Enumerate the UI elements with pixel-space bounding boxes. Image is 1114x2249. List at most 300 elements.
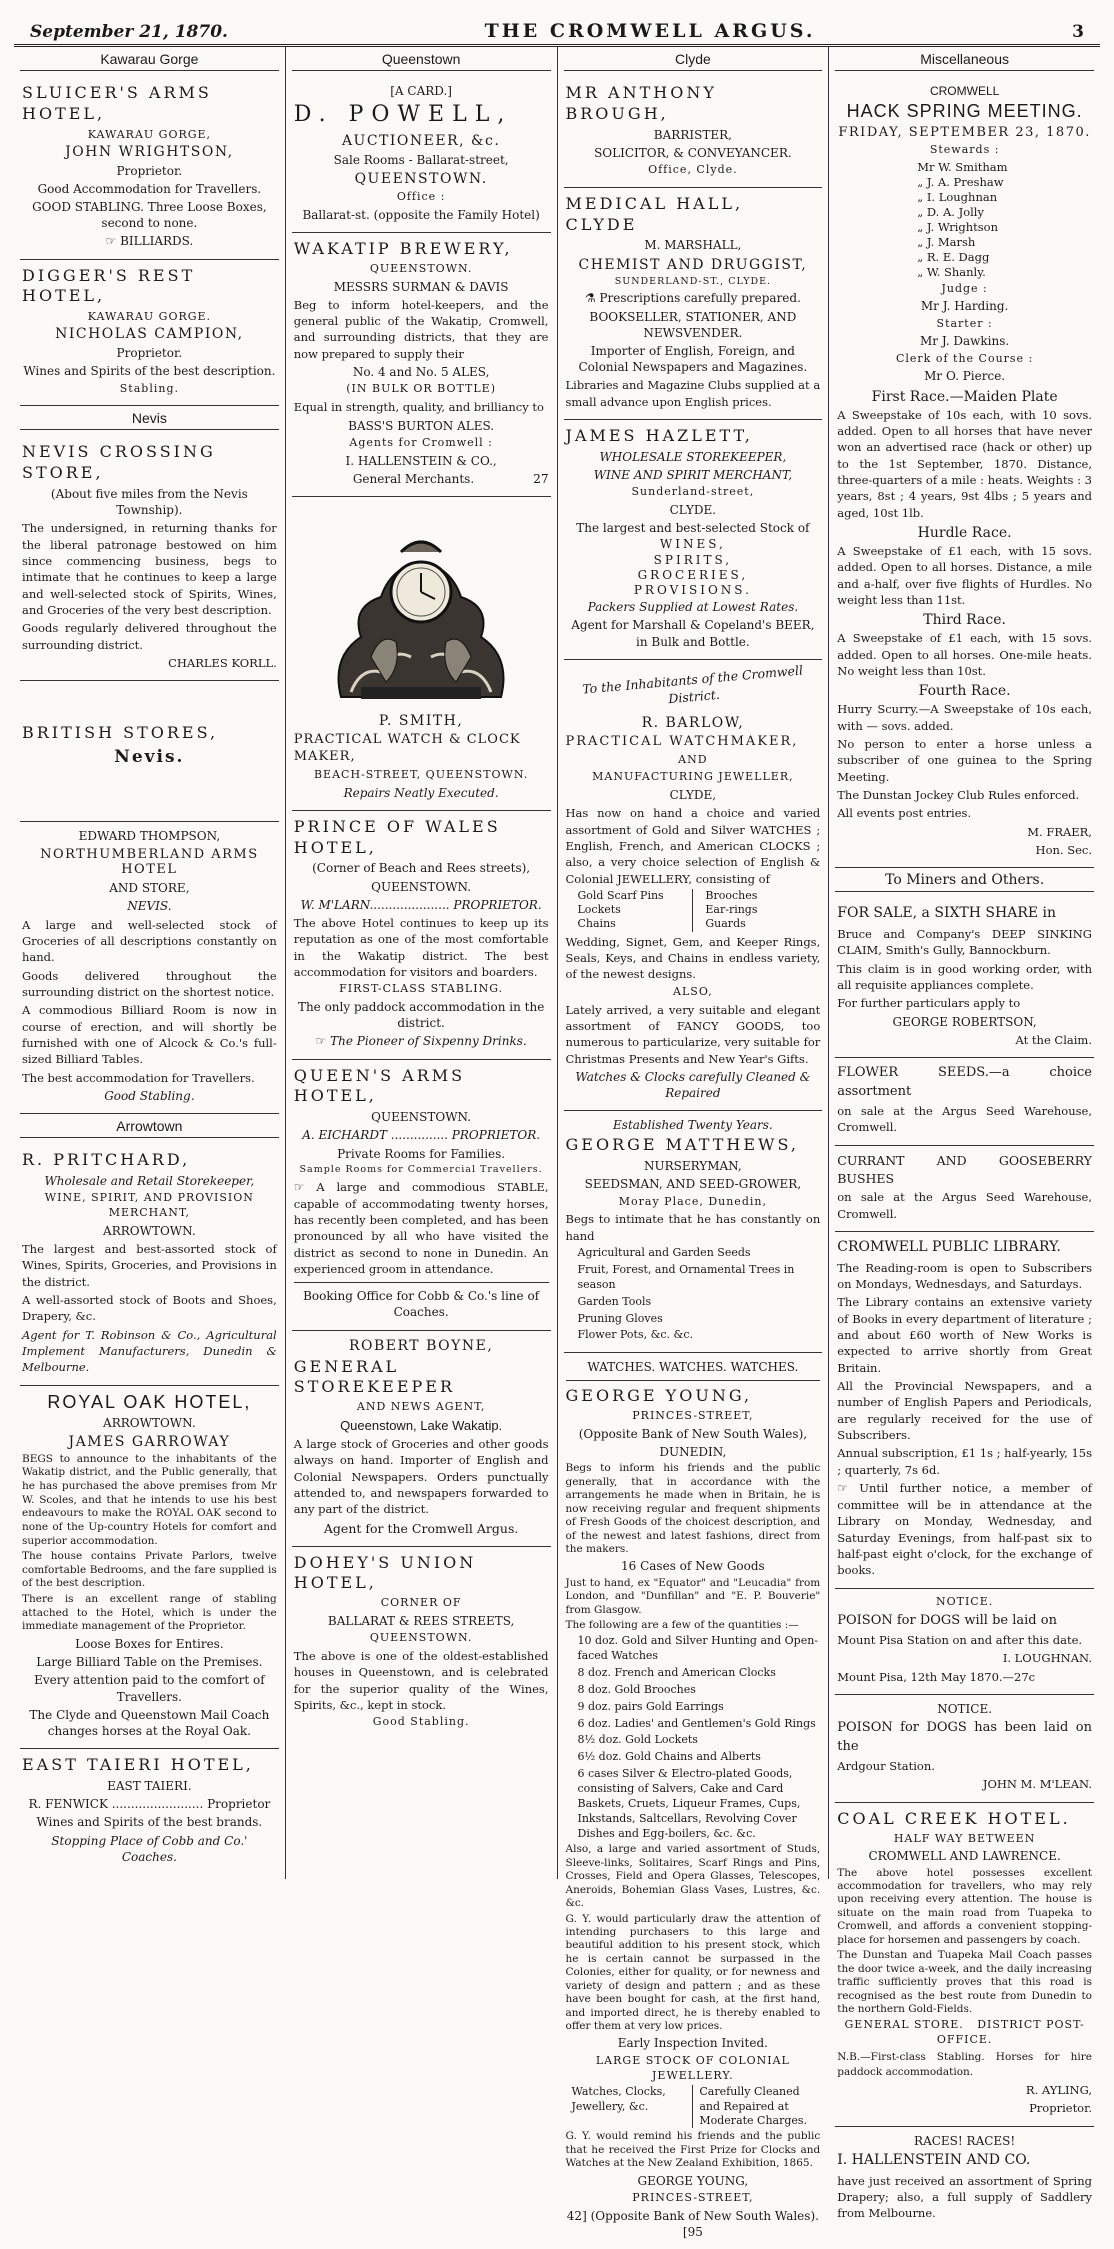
ad-headline: DIGGER'S REST HOTEL, bbox=[22, 265, 196, 306]
ad-line: Office, Clyde. bbox=[648, 162, 738, 176]
ad-body: Also, a large and varied assortment of Studs, Sleeve-links, Solitaires, Scarf Rings and Pins, Crosses, Field and Opera Glasses, Telescopes, Aneroids, Bohemian Glass Vases, Lustres, &c. &c. bbox=[565, 1843, 821, 1910]
ad-line: Wines and Spirits of the best description. bbox=[23, 364, 276, 379]
ad-line: ROBERT BOYNE, bbox=[348, 1337, 494, 1354]
repair-notice bbox=[566, 2085, 821, 2128]
pointing-hand-icon: ☞ bbox=[293, 1179, 305, 1194]
ad-anthony-brough bbox=[564, 77, 823, 188]
ad-body: Until further notice, a member of committee will be in attendance at the Library on Monday, Wednesday, and Saturday Evenings, from half-past six to half-past eight o'clock, for the exchange of books. bbox=[837, 1481, 1092, 1578]
stewards-list bbox=[837, 160, 1092, 280]
ad-line: 42] (Opposite Bank of New South Wales). [95 bbox=[566, 2208, 819, 2239]
ad-hack-spring-meeting bbox=[835, 77, 1094, 868]
ad-line: BOOKSELLER, STATIONER, AND NEWSVENDER. bbox=[589, 309, 797, 340]
pointing-hand-icon: ☞ bbox=[105, 234, 117, 249]
ad-line: Every attention paid to the comfort of Travellers. bbox=[34, 1673, 265, 1704]
section-heading: Arrowtown bbox=[20, 1114, 279, 1138]
ad-line: Moray Place, Dunedin, bbox=[618, 1194, 767, 1208]
ad-line: NEVIS. bbox=[127, 899, 172, 914]
ad-line: CHEMIST AND DRUGGIST, bbox=[578, 256, 808, 273]
ad-line: KAWARAU GORGE, bbox=[87, 127, 212, 141]
ad-line: (Corner of Beach and Rees streets), bbox=[312, 861, 531, 876]
ad-line: FRIDAY, SEPTEMBER 23, 1870. bbox=[838, 125, 1091, 141]
ad-body: There is an excellent range of stabling attached to the Hotel, which is under the immediate management of the Proprietor. bbox=[22, 1593, 277, 1633]
ad-signature: R. AYLING, bbox=[1025, 2082, 1092, 2097]
ad-body: Mount Pisa Station on and after this date. bbox=[837, 1633, 1083, 1648]
ad-notice-mount-pisa bbox=[835, 1589, 1094, 1695]
ad-line: At the Claim. bbox=[1015, 1032, 1092, 1047]
ad-line: MANUFACTURING JEWELLER, bbox=[592, 770, 794, 784]
ad-body: on sale at the Argus Seed Warehouse, Cromwell. bbox=[837, 1190, 1092, 1221]
list-item: 8 doz. Gold Brooches bbox=[577, 1682, 696, 1696]
ad-line: Repairs Neatly Executed. bbox=[343, 785, 499, 800]
ad-line: Stabling. bbox=[119, 381, 179, 395]
ad-line: CROMWELL AND LAWRENCE. bbox=[868, 1849, 1061, 1864]
list-item: 6½ doz. Gold Chains and Alberts bbox=[577, 1750, 761, 1764]
ad-line: CLYDE. bbox=[669, 503, 717, 518]
ad-body: Wedding, Signet, Gem, and Keeper Rings, Seals, Keys, and Chains in endless variety, of the newest designs. bbox=[565, 934, 821, 982]
ad-nevis-crossing bbox=[20, 436, 279, 681]
ad-headline: WAKATIP BREWERY, bbox=[293, 239, 513, 258]
ad-line: The only paddock accommodation in the district. bbox=[297, 1000, 545, 1031]
ad-headline: NEVIS CROSSING STORE, bbox=[22, 442, 216, 483]
ad-body: Annual subscription, £1 1s ; half-yearly, 15s ; quarterly, 7s 6d. bbox=[837, 1446, 1092, 1477]
ad-line: General Merchants. bbox=[352, 471, 475, 486]
ad-headline: DOHEY'S UNION HOTEL, bbox=[293, 1552, 477, 1593]
ad-body: All events post entries. bbox=[837, 806, 972, 821]
ad-line: Mr O. Pierce. bbox=[924, 369, 1006, 384]
ad-line: Packers Supplied at Lowest Rates. bbox=[587, 600, 799, 615]
ad-body: The above is one of the oldest-established houses in Queenstown, and is celebrated for the superior quality of the Wines, Spirits, &c., kept in stock. bbox=[293, 1649, 549, 1713]
ad-line: JOHN WRIGHTSON, bbox=[65, 143, 234, 160]
section-heading: Queenstown bbox=[292, 47, 551, 71]
list-item: Lockets bbox=[577, 903, 621, 917]
ad-line: Established Twenty Years. bbox=[613, 1118, 773, 1133]
section-heading: Nevis bbox=[20, 406, 279, 430]
ad-line: [A CARD.] bbox=[390, 84, 452, 98]
ad-hallenstein bbox=[835, 2127, 1094, 2231]
ad-line: SPIRITS, bbox=[653, 552, 733, 567]
ad-line: A. EICHARDT ............... PROPRIETOR. bbox=[302, 1128, 541, 1143]
ad-line: NURSERYMAN, bbox=[644, 1159, 742, 1174]
masthead bbox=[14, 14, 1100, 47]
ad-body: The largest and best-assorted stock of Wines, Spirits, Groceries, and Provisions in the district. bbox=[22, 1241, 277, 1289]
ad-line: Large Billiard Table on the Premises. bbox=[36, 1655, 263, 1670]
ad-line: HALF WAY BETWEEN bbox=[893, 1831, 1036, 1845]
ad-headline: GEORGE YOUNG, bbox=[565, 1386, 753, 1406]
ad-line: KAWARAU GORGE. bbox=[87, 310, 212, 324]
ad-robert-boyne bbox=[292, 1331, 551, 1547]
ad-ref-number: 27 bbox=[533, 471, 549, 486]
ad-body: Goods regularly delivered throughout the surrounding district. bbox=[22, 621, 277, 652]
ad-headline: CROMWELL PUBLIC LIBRARY. bbox=[837, 1238, 1061, 1255]
ad-body: The following are a few of the quantities :— bbox=[565, 1618, 799, 1631]
ad-body: This claim is in good working order, with all requisite appliances complete. bbox=[837, 961, 1092, 993]
divider bbox=[566, 1380, 821, 1381]
list-item: Brooches bbox=[705, 888, 758, 902]
ad-line: Sale Rooms - Ballarat-street, bbox=[333, 152, 509, 167]
list-item: „ J. Marsh bbox=[917, 234, 976, 249]
ad-signature: I. LOUGHNAN. bbox=[1002, 1651, 1092, 1666]
ad-body: A Sweepstake of £1 each, with 15 sovs. added. Open to all horses. Distance, a mile and a-half, over five flights of Hurdles. No weight less than 11st. bbox=[837, 543, 1092, 607]
ad-line: QUEENSTOWN. bbox=[371, 1110, 472, 1125]
ad-line: NOTICE. bbox=[937, 1702, 993, 1717]
ad-body: Bruce and Company's DEEP SINKING CLAIM, Smith's Gully, Bannockburn. bbox=[837, 927, 1092, 958]
ad-line: QUEENSTOWN. bbox=[371, 879, 472, 894]
ad-line: SOLICITOR, & CONVEYANCER. bbox=[594, 145, 792, 160]
ad-body: Just to hand, ex "Equator" and "Leucadia" from London, and "Dunfillan" and "E. P. Bouverie" from Glasgow. bbox=[565, 1576, 821, 1616]
ad-line: Proprietor. bbox=[116, 346, 183, 361]
ad-line: PROVISIONS. bbox=[633, 582, 752, 597]
ad-line: Stewards : bbox=[929, 143, 1000, 157]
ad-sixth-share bbox=[835, 898, 1094, 1058]
newspaper-title: THE CROMWELL ARGUS. bbox=[484, 20, 816, 42]
list-item: „ J. Wrightson bbox=[917, 219, 998, 234]
ad-line: No. 4 and No. 5 ALES, bbox=[352, 365, 490, 380]
race-title: Third Race. bbox=[923, 612, 1006, 629]
ad-headline: CURRANT AND GOOSEBERRY BUSHES bbox=[837, 1152, 1092, 1186]
ad-powell bbox=[292, 77, 551, 233]
mortar-pestle-icon: ⚗ bbox=[584, 291, 596, 306]
ad-line: Prescriptions carefully prepared. bbox=[599, 291, 801, 306]
list-item: „ W. Shanly. bbox=[917, 264, 986, 279]
ad-line: Sunderland-street, bbox=[631, 485, 755, 499]
list-item: 8½ doz. Gold Lockets bbox=[577, 1733, 698, 1747]
ad-line: RACES! RACES! bbox=[914, 2133, 1016, 2148]
ad-line: Agent for Marshall & Copeland's BEER, in Bulk and Bottle. bbox=[571, 618, 815, 649]
arched-banner: To the Inhabitants of the Cromwell District. bbox=[581, 662, 803, 706]
column-queenstown bbox=[286, 47, 558, 1879]
section-heading: Miscellaneous bbox=[835, 47, 1094, 71]
ad-r-barlow bbox=[564, 660, 823, 1112]
ad-line: Booking Office for Cobb & Co.'s line of Coaches. bbox=[303, 1289, 540, 1320]
ad-line: AND NEWS AGENT, bbox=[356, 1400, 486, 1414]
ad-line: SEEDSMAN, AND SEED-GROWER, bbox=[584, 1177, 802, 1192]
ad-body: All the Provincial Newspapers, and a number of English Papers and Periodicals, are regularly received for the use of Subscribers. bbox=[837, 1379, 1092, 1443]
ad-line: WINES, bbox=[659, 537, 726, 552]
ad-line: GENERAL STORE. bbox=[844, 2018, 964, 2032]
ad-body: Hurry Scurry.—A Sweepstake of 10s each, with — sovs. added. bbox=[837, 702, 1092, 733]
ad-george-matthews bbox=[564, 1111, 823, 1353]
ad-body: Agent for T. Robinson & Co., Agricultural Implement Manufacturers, Dunedin & Melbourne. bbox=[22, 1327, 277, 1375]
ad-line: QUEENSTOWN. bbox=[354, 170, 488, 187]
ad-body: on sale at the Argus Seed Warehouse, Cromwell. bbox=[837, 1104, 1092, 1135]
ad-signature: CHARLES KORLL. bbox=[168, 655, 277, 670]
ad-royal-oak bbox=[20, 1386, 279, 1750]
pointing-hand-icon: ☞ bbox=[315, 1034, 327, 1049]
ad-line: Watches & Clocks carefully Cleaned & Repaired bbox=[575, 1069, 811, 1101]
ad-body: Libraries and Magazine Clubs supplied at a small advance upon English prices. bbox=[565, 378, 821, 409]
ad-line: JAMES GARROWAY bbox=[68, 1433, 231, 1450]
ad-line: Importer of English, Foreign, and Colonial Newspapers and Magazines. bbox=[578, 343, 808, 375]
ad-line: Queenstown, Lake Wakatip. bbox=[340, 1418, 503, 1434]
ad-line: NOTICE. bbox=[935, 1594, 994, 1608]
ad-sluicers-arms bbox=[20, 77, 279, 260]
list-item: Garden Tools bbox=[577, 1294, 652, 1308]
ad-line: Office : bbox=[396, 189, 446, 203]
ad-line: Clerk of the Course : bbox=[895, 351, 1034, 365]
ad-line: GEORGE ROBERTSON, bbox=[892, 1014, 1037, 1029]
ad-headline: NORTHUMBERLAND ARMS HOTEL bbox=[40, 847, 259, 878]
ad-headline: GEORGE MATTHEWS, bbox=[565, 1135, 799, 1155]
list-item: „ J. A. Preshaw bbox=[917, 174, 1004, 189]
ad-currant-bushes bbox=[835, 1146, 1094, 1232]
ad-line: AUCTIONEER, &c. bbox=[341, 132, 501, 149]
list-item: „ D. A. Jolly bbox=[917, 204, 984, 219]
ad-line: AND bbox=[678, 753, 708, 767]
ad-body: The best accommodation for Travellers. bbox=[22, 1070, 255, 1085]
ad-body: The Dunstan and Tuapeka Mail Coach passes the door twice a-week, and the daily increasing traffic sufficiently proves that this road is recognised as the best route from Dunedin to the northern Gold-Fields. bbox=[837, 1949, 1092, 2015]
ad-headline: FOR SALE, a SIXTH SHARE in bbox=[837, 905, 1057, 922]
list-item: Ear-rings bbox=[705, 903, 758, 917]
ad-line: GROCERIES, bbox=[637, 567, 749, 582]
ad-line: WINE AND SPIRIT MERCHANT, bbox=[593, 467, 793, 482]
ad-line: (Opposite Bank of New South Wales), bbox=[578, 1427, 808, 1442]
ad-headline: COAL CREEK HOTEL. bbox=[837, 1808, 1071, 1828]
ad-line: BASS'S BURTON ALES. bbox=[348, 418, 495, 433]
ad-headline: HACK SPRING MEETING. bbox=[846, 101, 1083, 122]
ad-line: R. BARLOW, bbox=[641, 715, 745, 732]
ad-diggers-rest bbox=[20, 260, 279, 407]
ad-headline: POISON for DOGS has been laid on the bbox=[837, 1720, 1092, 1754]
ad-doheys-union bbox=[292, 1547, 551, 1740]
ad-headline: BRITISH STORES, bbox=[22, 723, 219, 743]
column-miscellaneous bbox=[829, 47, 1100, 2221]
ad-line: CLYDE, bbox=[669, 788, 717, 803]
ad-headline: FLOWER SEEDS.—a choice assortment bbox=[837, 1065, 1092, 1099]
race-title: Fourth Race. bbox=[918, 683, 1011, 700]
ad-queens-arms bbox=[292, 1060, 551, 1331]
ad-line: Wines and Spirits of the best brands. bbox=[36, 1815, 263, 1830]
ad-line: ARROWTOWN. bbox=[103, 1223, 196, 1238]
ad-line: Agent for the Cromwell Argus. bbox=[323, 1520, 519, 1536]
ad-signature: Hon. Sec. bbox=[1035, 842, 1092, 857]
ad-notice-ardgour bbox=[835, 1695, 1094, 1803]
ad-line: QUEENSTOWN. bbox=[369, 261, 473, 275]
issue-date: September 21, 1870. bbox=[30, 22, 228, 42]
section-heading: To Miners and Others. bbox=[835, 868, 1094, 892]
ad-line: Carefully Cleaned and Repaired at Moderate Charges. bbox=[692, 2085, 820, 2128]
ad-line: I. HALLENSTEIN & CO., bbox=[345, 453, 497, 468]
ad-line: Agents for Cromwell : bbox=[349, 435, 493, 449]
ad-body: Ardgour Station. bbox=[837, 1759, 935, 1774]
ad-body: BEGS to announce to the inhabitants of the Wakatip district, and the Public generally, that he has purchased the above premises from Mr W. Scoles, and that he intends to use his best endeavours to make the ROYAL OAK second to none of the Up-country Hotels for comfort and superior accommodation. bbox=[22, 1452, 277, 1547]
ad-body: Beg to inform hotel-keepers, and the general public of the Wakatip, Cromwell, and surrounding districts, that they are now prepared to supply their bbox=[293, 297, 549, 361]
ad-body: A large and commodious STABLE, capable of accommodating twenty horses, has recently been completed, and has been pronounced by all who have visited the district as second to none in Dunedin. An experienced groom in attendance. bbox=[293, 1179, 549, 1276]
list-item: Agricultural and Garden Seeds bbox=[577, 1246, 751, 1260]
ad-public-library bbox=[835, 1232, 1094, 1589]
ad-james-hazlett bbox=[564, 420, 823, 660]
ad-line: LARGE STOCK OF COLONIAL JEWELLERY. bbox=[595, 2053, 790, 2082]
ad-medical-hall bbox=[564, 188, 823, 420]
list-item: 6 doz. Ladies' and Gentlemen's Gold Rings bbox=[577, 1716, 816, 1730]
ad-headline: PRACTICAL WATCHMAKER, bbox=[565, 734, 799, 750]
ad-line: P. SMITH, bbox=[378, 712, 464, 729]
list-item: 6 cases Silver & Electro-plated Goods, consisting of Salvers, Cake and Card Baskets, Cruets, Liqueur Frames, Cups, Inkstands, Saltcellars, Revolving Cover Dishes and Egg-boilers, &c. &c. bbox=[577, 1767, 801, 1840]
list-item: Flower Pots, &c. &c. bbox=[577, 1328, 693, 1342]
ad-line: FIRST-CLASS STABLING. bbox=[339, 982, 504, 996]
ad-headline: D. POWELL, bbox=[293, 102, 513, 128]
ad-body: A commodious Billiard Room is now in course of erection, and will shortly be furnished with one of Alcock & Co.'s full-sized Billiard Tables. bbox=[22, 1003, 277, 1067]
ad-body: Has now on hand a choice and varied assortment of Gold and Silver WATCHES ; English, French, and American CLOCKS ; also, a very choice selection of English & Colonial JEWELLERY, consisting of bbox=[565, 806, 821, 886]
ad-line: The largest and best-selected Stock of bbox=[576, 521, 810, 536]
ad-line: Good Stabling. bbox=[104, 1088, 195, 1103]
ad-line: CORNER OF bbox=[380, 1596, 462, 1610]
ad-body: Equal in strength, quality, and brilliancy to bbox=[293, 400, 544, 415]
ad-line: Proprietor. bbox=[116, 163, 183, 178]
ornate-clock-illustration bbox=[321, 507, 521, 707]
ad-headline: JAMES HAZLETT, bbox=[565, 426, 753, 445]
section-heading: Clyde bbox=[564, 47, 823, 71]
ad-line: WINE, SPIRIT, AND PROVISION MERCHANT, bbox=[44, 1191, 254, 1219]
ad-line: GEORGE YOUNG, bbox=[637, 2173, 749, 2188]
ad-line: MESSRS SURMAN & DAVIS bbox=[333, 279, 509, 294]
ad-line: Early Inspection Invited. bbox=[617, 2036, 768, 2051]
list-item: 8 doz. French and American Clocks bbox=[577, 1666, 776, 1680]
ad-pritchard bbox=[20, 1144, 279, 1385]
ad-wakatip-brewery bbox=[292, 233, 551, 497]
ad-body: Begs to inform his friends and the public generally, that in accordance with the arrangements he made when in Britain, he is now receiving regular and frequent shipments of Fresh Goods of the choicest description, and of the newest and latest fashions, direct from the makers. bbox=[565, 1462, 821, 1556]
ad-line: QUEENSTOWN. bbox=[369, 1631, 473, 1645]
ad-headline: PRINCE OF WALES HOTEL, bbox=[293, 816, 501, 857]
ad-line: CROMWELL bbox=[929, 84, 1000, 98]
ad-signature: M. FRAER, bbox=[1027, 824, 1092, 839]
ad-body: G. Y. would remind his friends and the public that he received the First Prize for Clocks and Watches at the New Zealand Exhibition, 1865. bbox=[565, 2130, 821, 2170]
list-item: Gold Scarf Pins bbox=[577, 888, 664, 902]
ad-line: GOOD STABLING. Three Loose Boxes, second to none. bbox=[32, 199, 267, 231]
ad-body: For further particulars apply to bbox=[837, 996, 1021, 1011]
ad-line: EDWARD THOMPSON, bbox=[78, 829, 221, 843]
ad-line: Mount Pisa, 12th May 1870.—27c bbox=[837, 1669, 1036, 1684]
column-clyde bbox=[558, 47, 830, 2239]
ad-george-young bbox=[564, 1353, 823, 2249]
ad-line: AND STORE, bbox=[109, 881, 190, 896]
ad-line: Wholesale and Retail Storekeeper, bbox=[44, 1173, 255, 1188]
list-item: „ R. E. Dagg bbox=[917, 249, 990, 264]
list-item: Pruning Gloves bbox=[577, 1311, 663, 1325]
ad-banner: WATCHES. WATCHES. WATCHES. bbox=[587, 1360, 799, 1375]
ad-british-stores bbox=[20, 681, 279, 822]
ad-p-smith bbox=[292, 497, 551, 811]
list-item: Mr W. Smitham bbox=[917, 160, 1008, 175]
ad-body: A large and well-selected stock of Groceries of all descriptions constantly on hand. bbox=[22, 917, 277, 965]
ad-line: Stopping Place of Cobb and Co.' Coaches. bbox=[51, 1833, 248, 1864]
ad-line: Ballarat-st. (opposite the Family Hotel) bbox=[302, 207, 540, 222]
ad-line: Watches, Clocks, Jewellery, &c. bbox=[571, 2085, 666, 2113]
ad-line: Nevis. bbox=[114, 747, 185, 768]
list-item: Fruit, Forest, and Ornamental Trees in season bbox=[577, 1262, 795, 1291]
ad-body: A Sweepstake of £1 each, with 15 sovs. added. Open to all horses. One-mile heats. No weight less than 10st. bbox=[837, 631, 1092, 678]
ad-line: BALLARAT & REES STREETS, bbox=[327, 1614, 515, 1629]
ad-line: DISTRICT POST-OFFICE. bbox=[936, 2018, 1085, 2047]
list-item: 10 doz. Gold and Silver Hunting and Open-faced Watches bbox=[577, 1634, 819, 1663]
pointing-hand-icon: ☞ bbox=[837, 1481, 849, 1496]
ad-line: Private Rooms for Families. bbox=[337, 1146, 506, 1161]
ad-body: The Dunstan Jockey Club Rules enforced. bbox=[837, 787, 1080, 802]
ad-line: Judge : bbox=[941, 281, 988, 295]
list-item: 9 doz. pairs Gold Earrings bbox=[577, 1699, 724, 1713]
ad-body: The Reading-room is open to Subscribers on Mondays, Wednesdays, and Saturdays. bbox=[837, 1260, 1092, 1292]
ad-line: The Clyde and Queenstown Mail Coach changes horses at the Royal Oak. bbox=[29, 1707, 270, 1738]
jewellery-list bbox=[566, 889, 821, 932]
ad-line: SUNDERLAND-ST., CLYDE. bbox=[614, 275, 772, 287]
ad-line: Good Stabling. bbox=[372, 1715, 470, 1729]
ad-line: M. MARSHALL, bbox=[644, 238, 742, 253]
ad-body: No person to enter a horse unless a subscriber of one guinea to the Spring Meeting. bbox=[837, 736, 1092, 784]
ad-headline: EAST TAIERI HOTEL, bbox=[22, 1755, 254, 1775]
ad-body: A Sweepstake of 10s each, with 10 sovs. added. Open to all horses that have never won an advertised race (hack or other) up to the 1st September, 1870. Distance, three-quarters of a mile : heats. Weights : 3 years, 8st ; 4 years, 9st 4lbs ; 5 years and aged, 10st 1lb. bbox=[837, 407, 1092, 520]
ad-line: PRINCES-STREET, bbox=[632, 1409, 754, 1423]
list-item: „ I. Loughnan bbox=[917, 189, 998, 204]
ad-coal-creek bbox=[835, 1803, 1094, 2127]
ad-signature: Proprietor. bbox=[1029, 2101, 1092, 2116]
list-item: Guards bbox=[705, 917, 746, 931]
ad-line: EAST TAIERI. bbox=[107, 1778, 192, 1793]
section-heading: Kawarau Gorge bbox=[20, 47, 279, 71]
ad-body: The undersigned, in returning thanks for the liberal patronage bestowed on him since commencing business, begs to intimate that he continues to keep a large and well-selected stock of Spirits, Wines, and Groceries of the very best description. bbox=[22, 521, 277, 617]
ad-line: Starter : bbox=[936, 316, 993, 330]
ad-line: BARRISTER, bbox=[653, 127, 732, 142]
ad-line: R. FENWICK ........................ Proprietor bbox=[28, 1797, 271, 1812]
ad-line: BILLIARDS. bbox=[120, 234, 194, 249]
ad-body: The Library contains an extensive variety of Books in every department of literature ; and about £60 worth of New Works is expected to arrive shortly from Great Britain. bbox=[837, 1295, 1092, 1375]
column-kawarau bbox=[14, 47, 286, 1879]
ad-body: Begs to intimate that he has constantly on hand bbox=[565, 1212, 821, 1243]
ad-body: G. Y. would particularly draw the attention of intending purchasers to this large and beautiful addition to his present stock, which he is certain cannot be surpassed in the Colonies, either for quality, or for newness and variety of design and pattern ; and as these have been bought for cash, at the first hand, and imported direct, he is thereby enabled to offer them at very low prices. bbox=[565, 1912, 821, 2033]
ad-line: Loose Boxes for Entires. bbox=[75, 1637, 224, 1652]
ad-body: A well-assorted stock of Boots and Shoes, Drapery, &c. bbox=[22, 1292, 277, 1324]
ad-headline: PRACTICAL WATCH & CLOCK MAKER, bbox=[293, 731, 521, 764]
ad-line: Mr J. Harding. bbox=[920, 299, 1009, 314]
ad-body: N.B.—First-class Stabling. Horses for hire paddock accommodation. bbox=[837, 2051, 1092, 2078]
ad-northumberland bbox=[20, 822, 279, 1114]
ad-prince-of-wales bbox=[292, 811, 551, 1060]
ad-line: BEACH-STREET, QUEENSTOWN. bbox=[313, 767, 529, 781]
race-title: First Race.—Maiden Plate bbox=[871, 388, 1058, 405]
ad-body: A large stock of Groceries and other goods always on hand. Importer of English and Colonial Newspapers. Orders punctually attended to, and newspapers forwarded to any part of the district. bbox=[293, 1437, 549, 1517]
ad-headline: SLUICER'S ARMS HOTEL, bbox=[22, 83, 212, 123]
ad-body: Lately arrived, a very suitable and elegant assortment of FANCY GOODS, too numerous to particularize, very suitable for Christmas Presents and New Year's Gifts. bbox=[565, 1002, 821, 1066]
ad-headline: I. HALLENSTEIN AND CO. bbox=[837, 2151, 1031, 2168]
ad-line: Mr J. Dawkins. bbox=[920, 334, 1010, 349]
race-title: Hurdle Race. bbox=[917, 524, 1012, 541]
ad-line: W. M'LARN..................... PROPRIETOR. bbox=[300, 897, 542, 912]
ad-headline: ROYAL OAK HOTEL, bbox=[47, 1391, 252, 1412]
ad-line: 16 Cases of New Goods bbox=[621, 1559, 765, 1574]
ad-headline: MR ANTHONY BROUGH, bbox=[565, 83, 717, 123]
ad-line: DUNEDIN, bbox=[659, 1445, 727, 1460]
ad-body: have just received an assortment of Spring Drapery; also, a full supply of Saddlery from Melbourne. bbox=[837, 2173, 1092, 2221]
ad-headline: GENERAL STOREKEEPER bbox=[293, 1356, 456, 1397]
ad-body: The house contains Private Parlors, twelve comfortable Bedrooms, and the fare supplied is of the best description. bbox=[22, 1550, 277, 1590]
ad-line: Sample Rooms for Commercial Travellers. bbox=[299, 1163, 543, 1175]
ad-line: (About five miles from the Nevis Township). bbox=[50, 486, 248, 518]
ad-body: The above hotel possesses excellent accommodation for travellers, who may rely upon receiving every attention. The house is situate on the main road from Tuapeka to Cromwell, and affords a convenient stopping-place for horsemen and passengers by coach. bbox=[837, 1866, 1092, 1946]
ad-body: Goods delivered throughout the surrounding district on the shortest notice. bbox=[22, 968, 277, 999]
ad-line: ARROWTOWN. bbox=[103, 1415, 196, 1430]
columns bbox=[14, 47, 1100, 2239]
ad-line: WHOLESALE STOREKEEPER, bbox=[599, 449, 787, 464]
ad-signature: JOHN M. M'LEAN. bbox=[982, 1777, 1092, 1792]
list-item: Chains bbox=[577, 917, 616, 931]
ad-headline: MEDICAL HALL, CLYDE bbox=[565, 193, 744, 234]
ad-east-taieri bbox=[20, 1749, 279, 1874]
ad-line: The Pioneer of Sixpenny Drinks. bbox=[330, 1034, 527, 1049]
ad-line: ALSO, bbox=[673, 984, 713, 998]
ad-headline: QUEEN'S ARMS HOTEL, bbox=[293, 1065, 466, 1106]
ad-line: (IN BULK OR BOTTLE) bbox=[346, 382, 496, 396]
ad-headline: R. PRITCHARD, bbox=[22, 1150, 191, 1170]
ad-flower-seeds bbox=[835, 1058, 1094, 1146]
ad-headline: POISON for DOGS will be laid on bbox=[837, 1612, 1057, 1628]
